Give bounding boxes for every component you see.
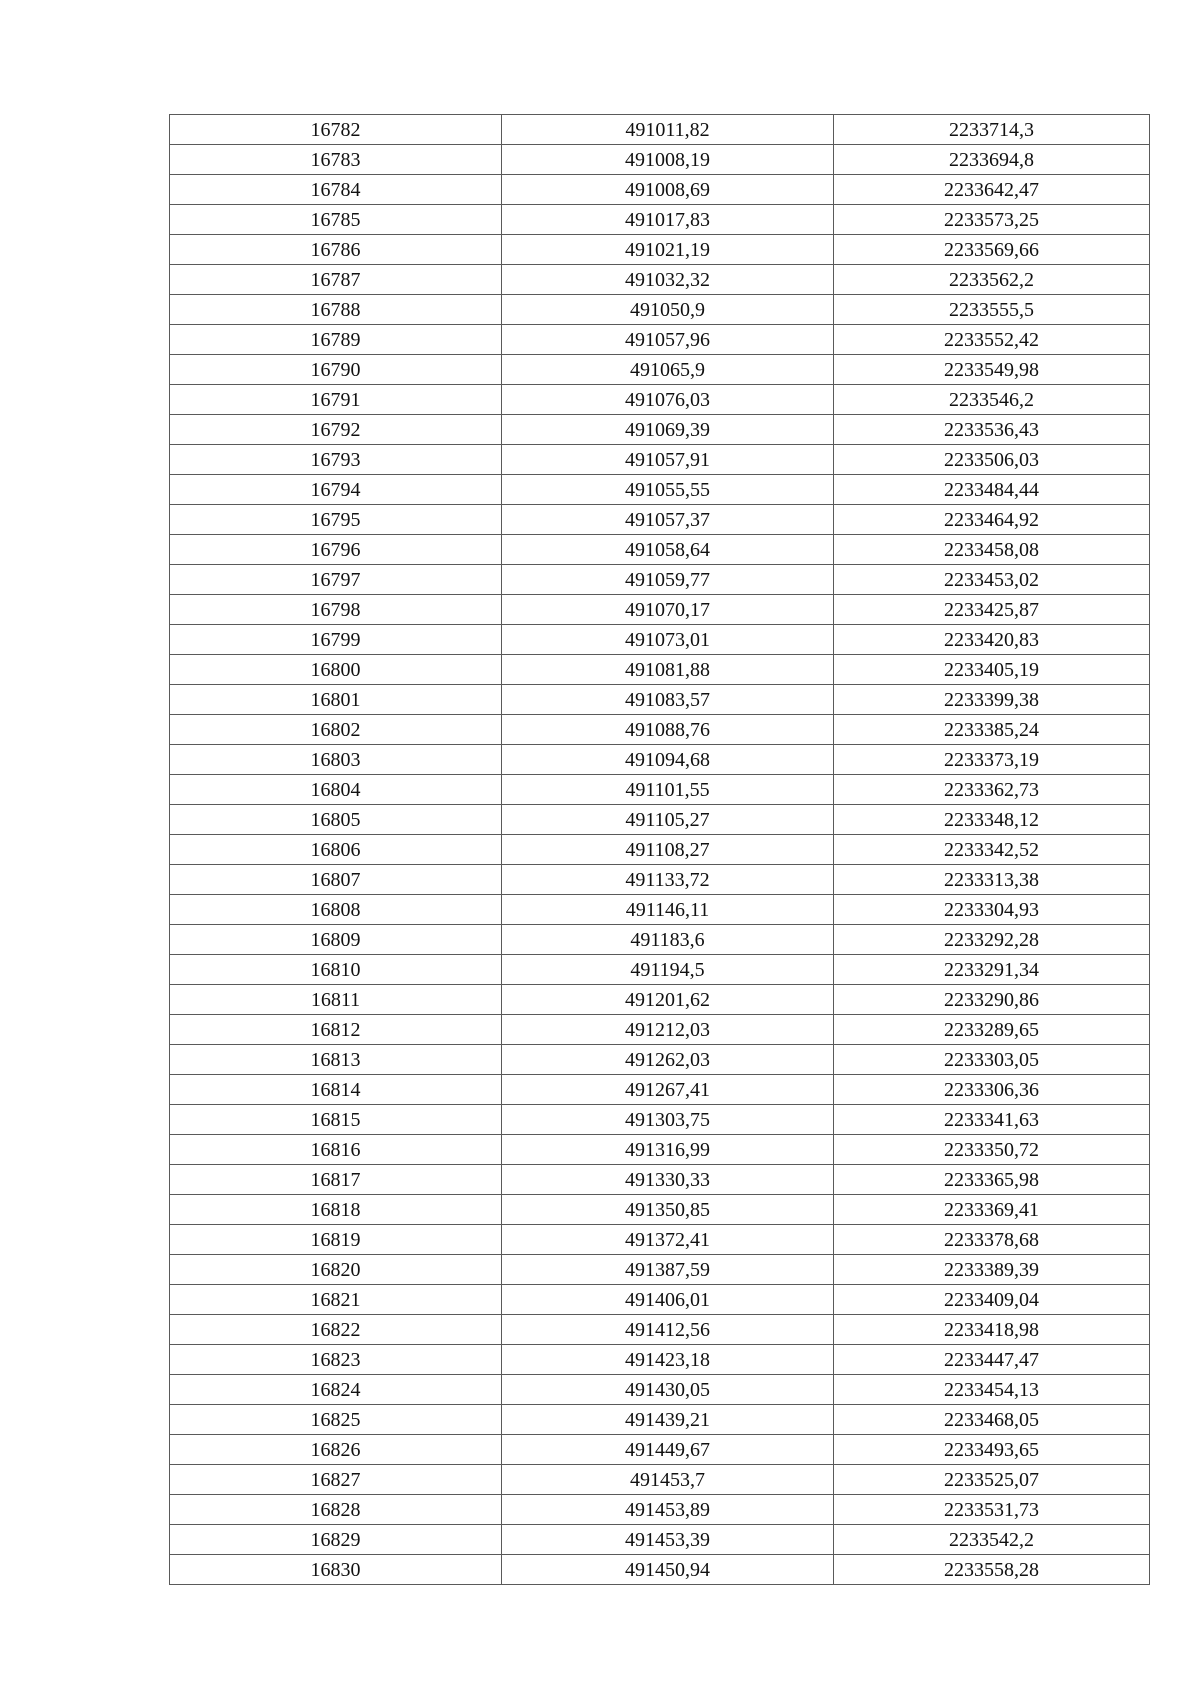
y-coordinate-cell: 2233447,47 bbox=[834, 1345, 1150, 1375]
table-row bbox=[170, 265, 1150, 295]
y-coordinate-cell: 2233362,73 bbox=[834, 775, 1150, 805]
x-coordinate-cell: 491406,01 bbox=[502, 1285, 834, 1315]
point-number-cell: 16819 bbox=[170, 1225, 502, 1255]
table-row bbox=[170, 805, 1150, 835]
y-coordinate-cell: 2233369,41 bbox=[834, 1195, 1150, 1225]
x-coordinate-cell: 491194,5 bbox=[502, 955, 834, 985]
y-coordinate-cell: 2233552,42 bbox=[834, 325, 1150, 355]
x-coordinate-cell: 491372,41 bbox=[502, 1225, 834, 1255]
point-number-cell: 16794 bbox=[170, 475, 502, 505]
table-row bbox=[170, 985, 1150, 1015]
x-coordinate-cell: 491057,91 bbox=[502, 445, 834, 475]
x-coordinate-cell: 491449,67 bbox=[502, 1435, 834, 1465]
point-number-cell: 16782 bbox=[170, 115, 502, 145]
table-row bbox=[170, 1345, 1150, 1375]
table-row bbox=[170, 655, 1150, 685]
x-coordinate-cell: 491108,27 bbox=[502, 835, 834, 865]
x-coordinate-cell: 491059,77 bbox=[502, 565, 834, 595]
point-number-cell: 16807 bbox=[170, 865, 502, 895]
y-coordinate-cell: 2233555,5 bbox=[834, 295, 1150, 325]
x-coordinate-cell: 491073,01 bbox=[502, 625, 834, 655]
table-row bbox=[170, 175, 1150, 205]
x-coordinate-cell: 491057,37 bbox=[502, 505, 834, 535]
point-number-cell: 16808 bbox=[170, 895, 502, 925]
point-number-cell: 16810 bbox=[170, 955, 502, 985]
table-row bbox=[170, 745, 1150, 775]
x-coordinate-cell: 491083,57 bbox=[502, 685, 834, 715]
y-coordinate-cell: 2233694,8 bbox=[834, 145, 1150, 175]
y-coordinate-cell: 2233558,28 bbox=[834, 1555, 1150, 1585]
x-coordinate-cell: 491076,03 bbox=[502, 385, 834, 415]
y-coordinate-cell: 2233290,86 bbox=[834, 985, 1150, 1015]
point-number-cell: 16817 bbox=[170, 1165, 502, 1195]
table-row bbox=[170, 1105, 1150, 1135]
y-coordinate-cell: 2233389,39 bbox=[834, 1255, 1150, 1285]
point-number-cell: 16826 bbox=[170, 1435, 502, 1465]
table-row bbox=[170, 1555, 1150, 1585]
table-row bbox=[170, 535, 1150, 565]
table-row bbox=[170, 835, 1150, 865]
y-coordinate-cell: 2233306,36 bbox=[834, 1075, 1150, 1105]
y-coordinate-cell: 2233348,12 bbox=[834, 805, 1150, 835]
x-coordinate-cell: 491303,75 bbox=[502, 1105, 834, 1135]
point-number-cell: 16801 bbox=[170, 685, 502, 715]
point-number-cell: 16791 bbox=[170, 385, 502, 415]
y-coordinate-cell: 2233399,38 bbox=[834, 685, 1150, 715]
point-number-cell: 16816 bbox=[170, 1135, 502, 1165]
y-coordinate-cell: 2233291,34 bbox=[834, 955, 1150, 985]
y-coordinate-cell: 2233506,03 bbox=[834, 445, 1150, 475]
point-number-cell: 16815 bbox=[170, 1105, 502, 1135]
table-row bbox=[170, 1465, 1150, 1495]
x-coordinate-cell: 491008,69 bbox=[502, 175, 834, 205]
point-number-cell: 16797 bbox=[170, 565, 502, 595]
x-coordinate-cell: 491021,19 bbox=[502, 235, 834, 265]
y-coordinate-cell: 2233464,92 bbox=[834, 505, 1150, 535]
table-row bbox=[170, 595, 1150, 625]
x-coordinate-cell: 491057,96 bbox=[502, 325, 834, 355]
point-number-cell: 16825 bbox=[170, 1405, 502, 1435]
x-coordinate-cell: 491183,6 bbox=[502, 925, 834, 955]
x-coordinate-cell: 491412,56 bbox=[502, 1315, 834, 1345]
x-coordinate-cell: 491316,99 bbox=[502, 1135, 834, 1165]
x-coordinate-cell: 491088,76 bbox=[502, 715, 834, 745]
y-coordinate-cell: 2233418,98 bbox=[834, 1315, 1150, 1345]
table-row bbox=[170, 235, 1150, 265]
point-number-cell: 16795 bbox=[170, 505, 502, 535]
point-number-cell: 16806 bbox=[170, 835, 502, 865]
y-coordinate-cell: 2233303,05 bbox=[834, 1045, 1150, 1075]
point-number-cell: 16811 bbox=[170, 985, 502, 1015]
table-row bbox=[170, 325, 1150, 355]
x-coordinate-cell: 491050,9 bbox=[502, 295, 834, 325]
table-row bbox=[170, 625, 1150, 655]
y-coordinate-cell: 2233525,07 bbox=[834, 1465, 1150, 1495]
x-coordinate-cell: 491065,9 bbox=[502, 355, 834, 385]
table-row bbox=[170, 925, 1150, 955]
table-row bbox=[170, 715, 1150, 745]
x-coordinate-cell: 491201,62 bbox=[502, 985, 834, 1015]
y-coordinate-cell: 2233569,66 bbox=[834, 235, 1150, 265]
table-row bbox=[170, 355, 1150, 385]
x-coordinate-cell: 491267,41 bbox=[502, 1075, 834, 1105]
point-number-cell: 16822 bbox=[170, 1315, 502, 1345]
table-row bbox=[170, 295, 1150, 325]
x-coordinate-cell: 491069,39 bbox=[502, 415, 834, 445]
y-coordinate-cell: 2233342,52 bbox=[834, 835, 1150, 865]
table-row bbox=[170, 475, 1150, 505]
table-row bbox=[170, 1525, 1150, 1555]
y-coordinate-cell: 2233313,38 bbox=[834, 865, 1150, 895]
point-number-cell: 16821 bbox=[170, 1285, 502, 1315]
point-number-cell: 16784 bbox=[170, 175, 502, 205]
table-row bbox=[170, 565, 1150, 595]
x-coordinate-cell: 491212,03 bbox=[502, 1015, 834, 1045]
point-number-cell: 16788 bbox=[170, 295, 502, 325]
table-row bbox=[170, 505, 1150, 535]
table-row bbox=[170, 1435, 1150, 1465]
y-coordinate-cell: 2233573,25 bbox=[834, 205, 1150, 235]
point-number-cell: 16824 bbox=[170, 1375, 502, 1405]
y-coordinate-cell: 2233468,05 bbox=[834, 1405, 1150, 1435]
x-coordinate-cell: 491101,55 bbox=[502, 775, 834, 805]
table-row bbox=[170, 115, 1150, 145]
x-coordinate-cell: 491146,11 bbox=[502, 895, 834, 925]
y-coordinate-cell: 2233409,04 bbox=[834, 1285, 1150, 1315]
point-number-cell: 16828 bbox=[170, 1495, 502, 1525]
point-number-cell: 16804 bbox=[170, 775, 502, 805]
x-coordinate-cell: 491017,83 bbox=[502, 205, 834, 235]
x-coordinate-cell: 491430,05 bbox=[502, 1375, 834, 1405]
table-row bbox=[170, 1315, 1150, 1345]
table-row bbox=[170, 1075, 1150, 1105]
y-coordinate-cell: 2233373,19 bbox=[834, 745, 1150, 775]
point-number-cell: 16783 bbox=[170, 145, 502, 175]
x-coordinate-cell: 491387,59 bbox=[502, 1255, 834, 1285]
point-number-cell: 16818 bbox=[170, 1195, 502, 1225]
x-coordinate-cell: 491070,17 bbox=[502, 595, 834, 625]
point-number-cell: 16800 bbox=[170, 655, 502, 685]
y-coordinate-cell: 2233714,3 bbox=[834, 115, 1150, 145]
y-coordinate-cell: 2233454,13 bbox=[834, 1375, 1150, 1405]
point-number-cell: 16809 bbox=[170, 925, 502, 955]
point-number-cell: 16820 bbox=[170, 1255, 502, 1285]
y-coordinate-cell: 2233484,44 bbox=[834, 475, 1150, 505]
x-coordinate-cell: 491094,68 bbox=[502, 745, 834, 775]
y-coordinate-cell: 2233292,28 bbox=[834, 925, 1150, 955]
y-coordinate-cell: 2233453,02 bbox=[834, 565, 1150, 595]
point-number-cell: 16787 bbox=[170, 265, 502, 295]
table-row bbox=[170, 445, 1150, 475]
table-row bbox=[170, 415, 1150, 445]
x-coordinate-cell: 491450,94 bbox=[502, 1555, 834, 1585]
y-coordinate-cell: 2233562,2 bbox=[834, 265, 1150, 295]
x-coordinate-cell: 491081,88 bbox=[502, 655, 834, 685]
y-coordinate-cell: 2233405,19 bbox=[834, 655, 1150, 685]
table-row bbox=[170, 1285, 1150, 1315]
y-coordinate-cell: 2233549,98 bbox=[834, 355, 1150, 385]
point-number-cell: 16813 bbox=[170, 1045, 502, 1075]
x-coordinate-cell: 491008,19 bbox=[502, 145, 834, 175]
point-number-cell: 16802 bbox=[170, 715, 502, 745]
table-row bbox=[170, 1015, 1150, 1045]
y-coordinate-cell: 2233458,08 bbox=[834, 535, 1150, 565]
point-number-cell: 16827 bbox=[170, 1465, 502, 1495]
coordinates-table bbox=[169, 114, 1150, 1585]
point-number-cell: 16798 bbox=[170, 595, 502, 625]
y-coordinate-cell: 2233350,72 bbox=[834, 1135, 1150, 1165]
x-coordinate-cell: 491262,03 bbox=[502, 1045, 834, 1075]
x-coordinate-cell: 491058,64 bbox=[502, 535, 834, 565]
point-number-cell: 16793 bbox=[170, 445, 502, 475]
table-row bbox=[170, 865, 1150, 895]
x-coordinate-cell: 491453,39 bbox=[502, 1525, 834, 1555]
point-number-cell: 16785 bbox=[170, 205, 502, 235]
point-number-cell: 16830 bbox=[170, 1555, 502, 1585]
point-number-cell: 16786 bbox=[170, 235, 502, 265]
point-number-cell: 16792 bbox=[170, 415, 502, 445]
coordinates-table-body bbox=[170, 115, 1150, 1585]
table-row bbox=[170, 145, 1150, 175]
table-row bbox=[170, 205, 1150, 235]
point-number-cell: 16803 bbox=[170, 745, 502, 775]
x-coordinate-cell: 491133,72 bbox=[502, 865, 834, 895]
point-number-cell: 16823 bbox=[170, 1345, 502, 1375]
x-coordinate-cell: 491330,33 bbox=[502, 1165, 834, 1195]
table-row bbox=[170, 1135, 1150, 1165]
y-coordinate-cell: 2233420,83 bbox=[834, 625, 1150, 655]
table-row bbox=[170, 775, 1150, 805]
table-row bbox=[170, 1225, 1150, 1255]
table-row bbox=[170, 895, 1150, 925]
y-coordinate-cell: 2233365,98 bbox=[834, 1165, 1150, 1195]
x-coordinate-cell: 491032,32 bbox=[502, 265, 834, 295]
y-coordinate-cell: 2233531,73 bbox=[834, 1495, 1150, 1525]
table-row bbox=[170, 1375, 1150, 1405]
table-row bbox=[170, 1045, 1150, 1075]
x-coordinate-cell: 491423,18 bbox=[502, 1345, 834, 1375]
table-row bbox=[170, 1165, 1150, 1195]
table-row bbox=[170, 1405, 1150, 1435]
y-coordinate-cell: 2233385,24 bbox=[834, 715, 1150, 745]
y-coordinate-cell: 2233341,63 bbox=[834, 1105, 1150, 1135]
point-number-cell: 16796 bbox=[170, 535, 502, 565]
table-row bbox=[170, 955, 1150, 985]
y-coordinate-cell: 2233546,2 bbox=[834, 385, 1150, 415]
table-row bbox=[170, 1495, 1150, 1525]
table-row bbox=[170, 1195, 1150, 1225]
x-coordinate-cell: 491350,85 bbox=[502, 1195, 834, 1225]
point-number-cell: 16812 bbox=[170, 1015, 502, 1045]
y-coordinate-cell: 2233289,65 bbox=[834, 1015, 1150, 1045]
table-row bbox=[170, 1255, 1150, 1285]
y-coordinate-cell: 2233536,43 bbox=[834, 415, 1150, 445]
y-coordinate-cell: 2233642,47 bbox=[834, 175, 1150, 205]
point-number-cell: 16799 bbox=[170, 625, 502, 655]
x-coordinate-cell: 491105,27 bbox=[502, 805, 834, 835]
table-row bbox=[170, 385, 1150, 415]
point-number-cell: 16814 bbox=[170, 1075, 502, 1105]
point-number-cell: 16789 bbox=[170, 325, 502, 355]
x-coordinate-cell: 491011,82 bbox=[502, 115, 834, 145]
point-number-cell: 16829 bbox=[170, 1525, 502, 1555]
x-coordinate-cell: 491453,7 bbox=[502, 1465, 834, 1495]
x-coordinate-cell: 491055,55 bbox=[502, 475, 834, 505]
x-coordinate-cell: 491453,89 bbox=[502, 1495, 834, 1525]
y-coordinate-cell: 2233378,68 bbox=[834, 1225, 1150, 1255]
point-number-cell: 16805 bbox=[170, 805, 502, 835]
y-coordinate-cell: 2233493,65 bbox=[834, 1435, 1150, 1465]
y-coordinate-cell: 2233542,2 bbox=[834, 1525, 1150, 1555]
x-coordinate-cell: 491439,21 bbox=[502, 1405, 834, 1435]
y-coordinate-cell: 2233304,93 bbox=[834, 895, 1150, 925]
table-row bbox=[170, 685, 1150, 715]
point-number-cell: 16790 bbox=[170, 355, 502, 385]
y-coordinate-cell: 2233425,87 bbox=[834, 595, 1150, 625]
